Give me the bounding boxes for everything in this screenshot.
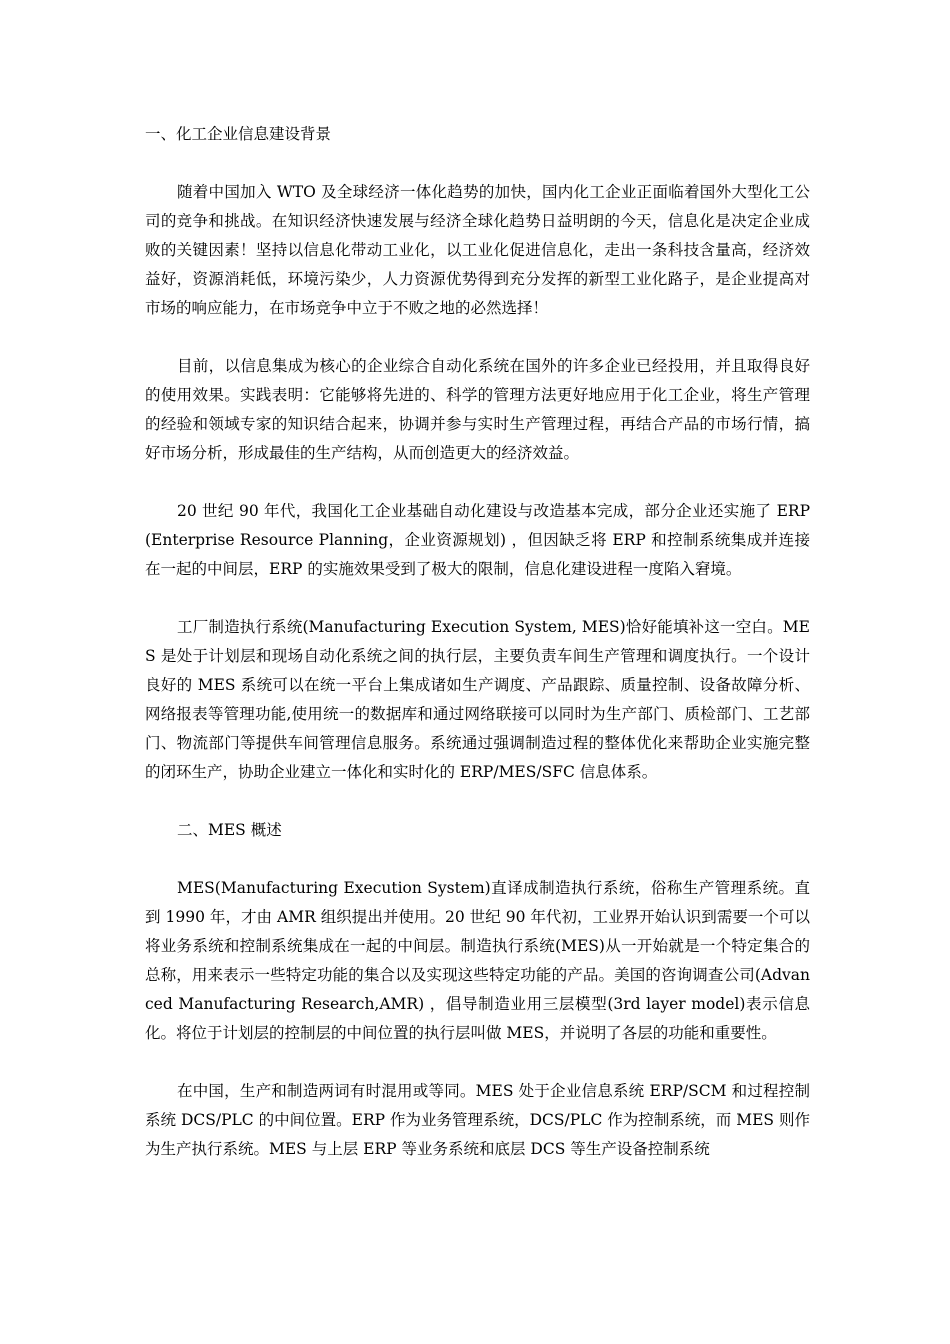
paragraph-wto-challenge: 随着中国加入 WTO 及全球经济一体化趋势的加快，国内化工企业正面临着国外大型化工公司的竞争和挑战。在知识经济快速发展与经济全球化趋势日益明朗的今天，信息化是决定企业成败的关键因素！坚持以信息化带动工业化，以工业化促进信息化，走出一条科技含量高，经济效益好，资源消耗低，环境污染少，人力资源优势得到充分发挥的新型工业化路子，是企业提高对市场的响应能力，在市场竞争中立于不败之地的必然选择！ — [145, 183, 810, 317]
paragraph-mes-definition: MES(Manufacturing Execution System)直译成制造执行系统，俗称生产管理系统。直到 1990 年，才由 AMR 组织提出并使用。20 世纪 90 年代初，工业界开始认识到需要一个可以将业务系统和控制系统集成在一起的中间层。制造执行系统(MES)从一开始就是一个特定集合的总称，用来表示一些特定功能的集合以及实现这些特定功能的产品。美国的咨询调查公司(Advanced Manufacturing Research,AMR) ，倡导制造业用三层模型(3rd layer model)表示信息化。将位于计划层的控制层的中间位置的执行层叫做 MES，并说明了各层的功能和重要性。 — [145, 879, 810, 1042]
paragraph-mes-fills-gap: 工厂制造执行系统(Manufacturing Execution System, MES)恰好能填补这一空白。MES 是处于计划层和现场自动化系统之间的执行层，主要负责车间生产管理和调度执行。一个设计良好的 MES 系统可以在统一平台上集成诸如生产调度、产品跟踪、质量控制、设备故障分析、网络报表等管理功能,使用统一的数据库和通过网络联接可以同时为生产部门、质检部门、工艺部门、物流部门等提供车间管理信息服务。系统通过强调制造过程的整体优化来帮助企业实施完整的闭环生产，协助企业建立一体化和实时化的 ERP/MES/SFC 信息体系。 — [145, 618, 810, 781]
section-heading-mes-overview: 二、MES 概述 — [177, 821, 282, 839]
document-page — [145, 120, 810, 1164]
paragraph-mes-in-china: 在中国，生产和制造两词有时混用或等同。MES 处于企业信息系统 ERP/SCM 和过程控制系统 DCS/PLC 的中间位置。ERP 作为业务管理系统，DCS/PLC 作为控制系统，而 MES 则作为生产执行系统。MES 与上层 ERP 等业务系统和底层 DCS 等生产设备控制系统 — [145, 1082, 810, 1158]
paragraph-integrated-automation: 目前，以信息集成为核心的企业综合自动化系统在国外的许多企业已经投用，并且取得良好的使用效果。实践表明：它能够将先进的、科学的管理方法更好地应用于化工企业，将生产管理的经验和领域专家的知识结合起来，协调并参与实时生产管理过程，再结合产品的市场行情，搞好市场分析，形成最佳的生产结构，从而创造更大的经济效益。 — [145, 357, 810, 462]
paragraph-erp-limitations: 20 世纪 90 年代，我国化工企业基础自动化建设与改造基本完成，部分企业还实施了 ERP (Enterprise Resource Planning，企业资源规划) ，但因缺乏将 ERP 和控制系统集成并连接在一起的中间层，ERP 的实施效果受到了极大的限制，信息化建设进程一度陷入窘境。 — [145, 502, 810, 578]
section-heading-background: 一、化工企业信息建设背景 — [145, 125, 332, 143]
